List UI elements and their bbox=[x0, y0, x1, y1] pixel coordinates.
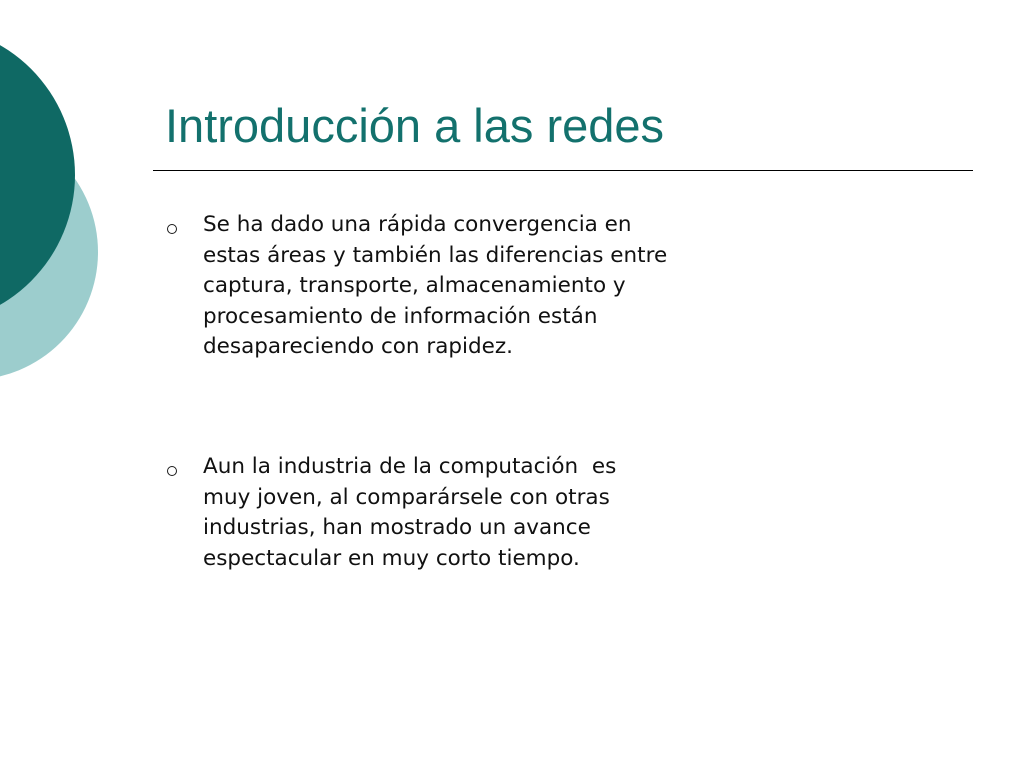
bullet-text bbox=[203, 210, 785, 363]
slide-title: Introducción a las redes bbox=[165, 99, 665, 152]
decorative-circles bbox=[0, 0, 120, 420]
bullet-item bbox=[165, 452, 785, 574]
bullet-line: espectacular en muy corto tiempo. bbox=[203, 545, 580, 571]
title-underline bbox=[153, 170, 973, 171]
bullet-line: Se ha dado una rápida convergencia en bbox=[203, 212, 632, 237]
bullet-line: procesamiento de información están bbox=[203, 303, 598, 329]
bullet-line: desapareciendo con rapidez. bbox=[203, 334, 514, 360]
bullet-line: industrias, han mostrado un avance bbox=[203, 515, 591, 541]
bullet-list bbox=[165, 210, 785, 574]
bullet-line: Aun la industria de la computación es bbox=[203, 453, 617, 479]
hollow-circle-bullet-icon bbox=[167, 224, 177, 234]
bullet-item bbox=[165, 210, 785, 363]
bullet-line: captura, transporte, almacenamiento y bbox=[203, 273, 626, 299]
hollow-circle-bullet-icon bbox=[167, 466, 177, 476]
bullet-line: muy joven, al comparársele con otras bbox=[203, 484, 610, 510]
bullet-line: estas áreas y también las diferencias entre bbox=[203, 242, 668, 268]
bullet-text bbox=[203, 452, 785, 574]
